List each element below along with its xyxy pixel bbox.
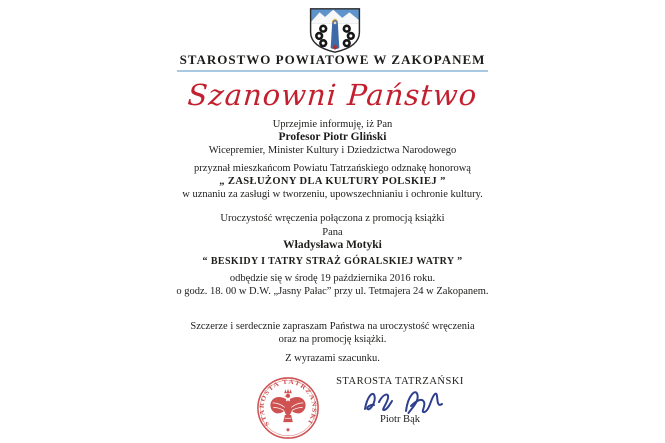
tatra-county-crest-icon bbox=[306, 7, 364, 54]
award-reason-line: w uznaniu za zasługi w tworzeniu, upowszechnianiu i ochronie kultury. bbox=[182, 189, 483, 200]
handwritten-signature bbox=[358, 384, 448, 418]
award-name: „ ZASŁUŻONY DLA KULTURY POLSKIEJ ” bbox=[219, 176, 446, 187]
office-name-banner bbox=[0, 52, 665, 72]
stamp-bottom-dot bbox=[286, 428, 289, 431]
recipient-title: Wicepremier, Minister Kultury i Dziedzictwa Narodowego bbox=[208, 145, 457, 156]
closing-line-1: Szczerze i serdecznie zapraszam Państwa na uroczystość wręczenia bbox=[190, 321, 475, 332]
salutation: Szanowni Państwo bbox=[186, 78, 479, 112]
book-author: Władysława Motyki bbox=[283, 239, 382, 251]
stamp-text: STAROSTA TATRZAŃSKI bbox=[258, 378, 318, 428]
event-venue-line: o godz. 18. 00 w D.W. „Jasny Pałac” przy ul. Tetmajera 24 w Zakopanem. bbox=[176, 286, 489, 297]
ceremony-pan-line: Pana bbox=[322, 227, 343, 238]
book-title: “ BESKIDY I TATRY STRAŻ GÓRALSKIEJ WATRY ” bbox=[202, 256, 463, 267]
ceremony-line: Uroczystość wręczenia połączona z promocją książki bbox=[220, 213, 445, 224]
recipient-name: Profesor Piotr Gliński bbox=[278, 131, 387, 143]
signer-name: Piotr Bąk bbox=[380, 414, 420, 425]
official-round-stamp bbox=[256, 376, 320, 440]
closing-line-2: oraz na promocję książki. bbox=[278, 334, 387, 345]
regards-line: Z wyrazami szacunku. bbox=[285, 353, 380, 364]
event-date-line: odbędzie się w środę 19 października 2016 roku. bbox=[229, 273, 436, 284]
award-intro-line: przyznał mieszkańcom Powiatu Tatrzańskiego odznakę honorową bbox=[194, 163, 471, 174]
eagle-emblem-icon bbox=[270, 389, 305, 422]
intro-line: Uprzejmie informuję, iż Pan bbox=[272, 119, 393, 130]
office-name: STAROSTWO POWIATOWE W ZAKOPANEM bbox=[177, 52, 489, 72]
signer-position-title: STAROSTA TATRZAŃSKI bbox=[336, 376, 464, 387]
